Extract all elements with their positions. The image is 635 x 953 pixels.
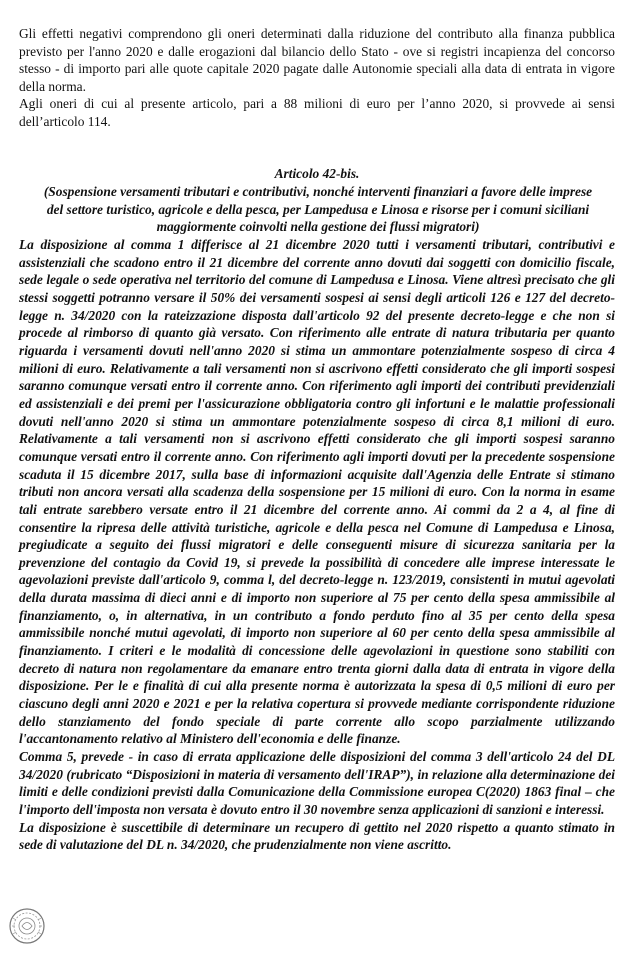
intro-paragraph: Gli effetti negativi comprendono gli oneri determinati dalla riduzione del contributo alla finanza pubblica previsto per l'anno 2020 e dalle erogazioni dal bilancio dello Stato - ove si registri incapienza del concorso stesso - di importo pari alle quote capitale 2020 pagate dalle Autonomie speciali alla data di entrata in vigore della norma. xyxy=(19,26,615,94)
body-paragraph-comma-5: Comma 5, prevede - in caso di errata applicazione delle disposizioni del comma 3 dell'articolo 24 del DL 34/2020 (rubricato “Disposizioni in materia di versamento dell'IRAP”), in relazione alla determinazione dei limiti e delle condizioni previsti dalla Comunicazione della Commissione europea C(2020) 1863 final – che l'importo dell'imposta non versata è dovuto entro il 30 novembre senza applicazioni di sanzioni e interessi. xyxy=(19,749,615,817)
article-title: Articolo 42-bis. xyxy=(274,166,360,181)
intro-paragraph-funding: Agli oneri di cui al presente articolo, pari a 88 milioni di euro per l’anno 2020, si provvede ai sensi dell’articolo 114. xyxy=(19,96,615,129)
official-seal-icon xyxy=(8,906,46,946)
article-subtitle: (Sospensione versamenti tributari e contributivi, nonché interventi finanziari a favore delle imprese del settore turistico, agricole e della pesca, per Lampedusa e Linosa e risorse per i comuni siciliani maggiormente coinvolti nella gestione dei flussi migratori) xyxy=(43,184,593,235)
intro-section xyxy=(19,25,615,131)
body-paragraph-comma-1-4: La disposizione al comma 1 differisce al 21 dicembre 2020 tutti i versamenti tributari, contributivi e assistenziali che scadono entro il 21 dicembre del corrente anno dovuti dai soggetti con domicilio fiscale, sede legale o sede operativa nel territorio del comune di Lampedusa e Linosa. Viene altresì precisato che gli stessi soggetti potranno versare il 50% dei versamenti sospesi ai sensi degli articoli 126 e 127 del decreto-legge n. 34/2020 con la rateizzazione disposta dall'articolo 92 del presente decreto-legge e che non si procede al rimborso di quanto già versato. Con riferimento alle entrate di natura tributaria per quanto riguarda i versamenti dovuti nell'anno 2020 si stima un ammontare potenzialmente sospeso di circa 4 milioni di euro. Relativamente a tali versamenti non si ascrivono effetti considerato che gli importi sospesi saranno comunque versati entro il corrente anno. Con riferimento agli importi dei contributi previdenziali ed assistenziali e dei premi per l'assicurazione obbligatoria contro gli infortuni e le malattie professionali dovuti nell'anno 2020 si stima un ammontare potenzialmente sospeso di circa 8,1 milioni di euro. Relativamente a tali versamenti non si ascrivono effetti considerato che gli importi sospesi saranno comunque versati entro il corrente anno. Con riferimento agli importi dovuti per la precedente sospensione scaduta il 15 dicembre 2017, sulla base di informazioni acquisite dall'Agenzia delle Entrate si stimano tributi non ancora versati alla scadenza della sospensione per 15 milioni di euro. Con la norma in esame tali entrate sarebbero versate entro il 21 dicembre del corrente anno. Ai commi da 2 a 4, al fine di consentire la ripresa delle attività turistiche, agricole e della pesca nel Comune di Lampedusa e Linosa, pregiudicate a seguito dei flussi migratori e delle conseguenti misure di sicurezza sanitaria per la prevenzione del contagio da Covid 19, si prevede la possibilità di concedere alle imprese interessate le agevolazioni previste dall'articolo 9, comma l, del decreto-legge n. 123/2019, consistenti in mutui agevolati della durata massima di dieci anni e di importo non superiore al 75 per cento della spesa ammissibile al finanziamento, o, in alternativa, in un contributo a fondo perduto fino al 35 per cento della spesa ammissibile nonché mutui agevolati, di importo non superiore al 60 per cento della spesa ammissibile al finanziamento. I criteri e le modalità di concessione delle agevolazioni in questione sono stabiliti con decreto di natura non regolamentare da emanare entro trenta giorni dalla data di entrata in vigore della disposizione. Per le e finalità di cui alla presente norma è autorizzata la spesa di 0,5 milioni di euro per ciascuno degli anni 2020 e 2021 e per la relativa copertura si provvede mediante corrispondente riduzione dello stanziamento del fondo speciale di parte corrente allo scopo parzialmente utilizzando l'accantonamento relativo al Ministero dell'economia e delle finanze. xyxy=(19,237,615,747)
body-paragraph-recovery: La disposizione è suscettibile di determinare un recupero di gettito nel 2020 rispetto a quanto stimato in sede di valutazione del DL n. 34/2020, che prudenzialmente non viene ascritto. xyxy=(19,819,615,853)
article-body xyxy=(19,236,615,854)
